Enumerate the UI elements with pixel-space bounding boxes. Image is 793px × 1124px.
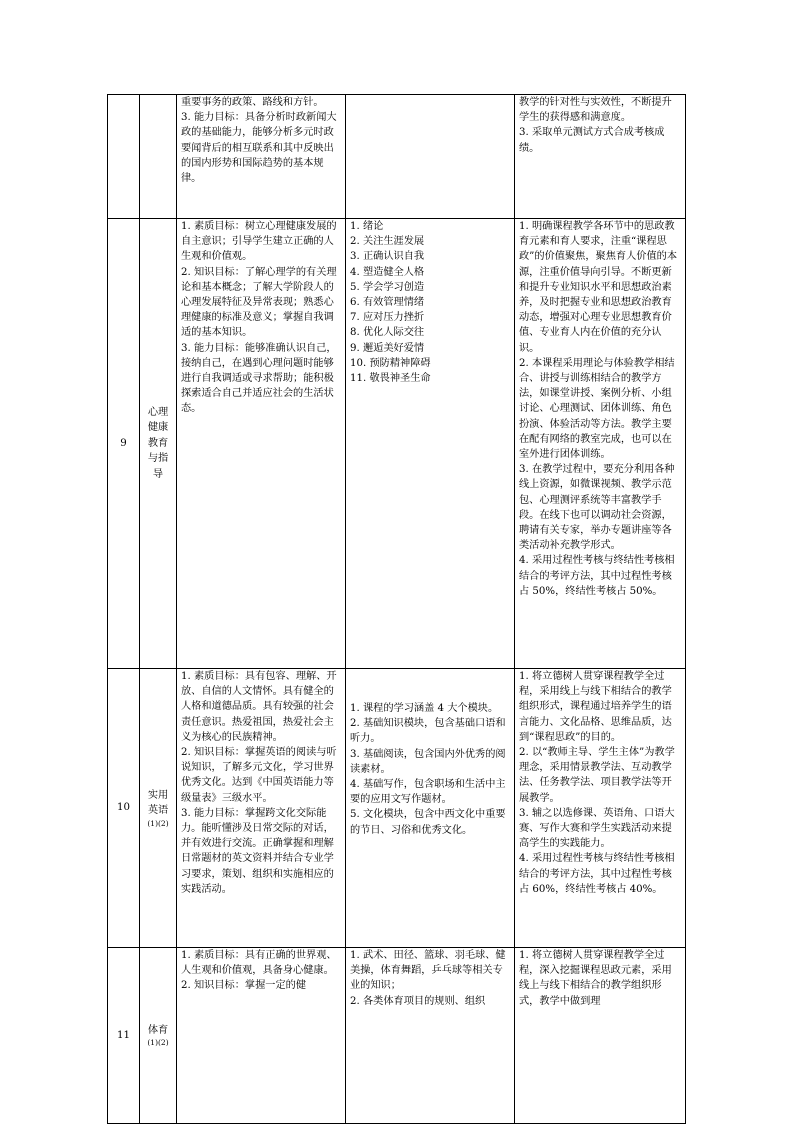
course-name: 实用英语 bbox=[147, 789, 169, 816]
requirement-item: 4. 采用过程性考核与终结性考核相结合的考评方法，其中过程性考核占 50%，终结性考核占 50%。 bbox=[519, 555, 675, 597]
content-item: 1. 绪论 bbox=[350, 221, 384, 232]
requirements-cell bbox=[515, 95, 686, 219]
requirement-item: 1. 明确课程教学各环节中的思政教育元素和育人要求，注重“课程思政”的价值聚焦，聚焦育人价值的本源，注重价值导向引导。不断更新和提升专业知识水平和思想政治素养，及时把握专业和思想政治教育动态，增强对心理专业思想教育价值、专业育人内在价值的充分认识。 bbox=[519, 221, 678, 354]
content-item: 11. 敬畏神圣生命 bbox=[350, 373, 431, 385]
requirement-item: 2. 本课程采用理论与体验教学相结合、讲授与训练相结合的教学方法，如课堂讲授、案例分析、小组讨论、心理测试、团体训练、角色扮演、体验活动等方法。教学主要在配有网络的教室完成，也可以在室外进行团体训练。 bbox=[519, 357, 675, 461]
content-cell bbox=[346, 219, 515, 669]
content-item: 2. 基础知识模块，包含基础口语和听力。 bbox=[350, 718, 506, 745]
requirement-item: 3. 采取单元测试方式合成考核成绩。 bbox=[519, 127, 665, 154]
content-cell bbox=[346, 669, 515, 948]
objectives-cell bbox=[177, 95, 346, 219]
content-item: 5. 文化模块，包含中西文化中重要的节日、习俗和优秀文化。 bbox=[350, 809, 506, 836]
course-name: 心理健康教育与指导 bbox=[147, 406, 169, 480]
requirement-item: 教学的针对性与实效性，不断提升学生的获得感和满意度。 bbox=[519, 97, 672, 124]
course-name: 体育 bbox=[147, 1024, 169, 1036]
requirement-item: 1. 将立德树人贯穿课程教学全过程，采用线上与线下相结合的教学组织形式，课程通过培养学生的语言能力、文化品格、思维品质，达到“课程思政”的目的。 bbox=[519, 671, 672, 743]
course-name-cell bbox=[140, 219, 177, 669]
requirements-cell bbox=[515, 669, 686, 948]
content-cell bbox=[346, 948, 515, 1124]
content-item: 6. 有效管理情绪 bbox=[350, 297, 425, 309]
requirement-item: 4. 采用过程性考核与终结性考核相结合的考评方法，其中过程性考核占 60%，终结性考核占 40%。 bbox=[519, 853, 675, 895]
objectives-cell bbox=[177, 219, 346, 669]
requirements-cell bbox=[515, 219, 686, 669]
course-name-cell bbox=[140, 669, 177, 948]
requirement-item: 3. 在教学过程中，要充分利用各种线上资源，如微课视频、教学示范包、心理测评系统等丰富教学手段。在线下也可以调动社会资源，聘请有关专家，举办专题讲座等各类活动补充教学形式。 bbox=[519, 464, 675, 552]
course-syllabus-table bbox=[107, 94, 686, 1124]
content-item: 4. 基础写作，包含职场和生活中主要的应用文写作题材。 bbox=[350, 779, 506, 806]
objective-item: 2. 知识目标：了解心理学的有关理论和基本概念；了解大学阶段人的心理发展特征及异常表现；熟悉心理健康的标准及意义；掌握自我调适的基本知识。 bbox=[181, 266, 337, 339]
content-item: 10. 预防精神障碍 bbox=[350, 357, 431, 369]
objective-item: 2. 知识目标：掌握一定的健 bbox=[181, 980, 307, 992]
course-row bbox=[108, 219, 686, 669]
course-name-cell bbox=[140, 95, 177, 219]
course-number-cell: 9 bbox=[108, 219, 140, 669]
objective-item: 2. 知识目标：掌握英语的阅读与听说知识，了解多元文化，学习世界优秀文化。达到《中国英语能力等级量表》三级水平。 bbox=[181, 747, 337, 804]
objectives-cell bbox=[177, 669, 346, 948]
course-row bbox=[108, 669, 686, 948]
objective-item: 3. 能力目标：具备分析时政新闻大政的基础能力，能够分析多元时政要闻背后的相互联系和其中反映出的国内形势和国际趋势的基本规律。 bbox=[181, 112, 337, 185]
course-row bbox=[108, 948, 686, 1124]
objectives-cell bbox=[177, 948, 346, 1124]
course-number-cell: 11 bbox=[108, 948, 140, 1124]
content-item: 8. 优化人际交往 bbox=[350, 327, 425, 339]
requirement-item: 3. 辅之以选修课、英语角、口语大赛、写作大赛和学生实践活动来提高学生的实践能力。 bbox=[519, 807, 675, 850]
objective-item: 1. 素质目标：具有包容、理解、开放、自信的人文情怀。具有健全的人格和道德品质。具有较强的社会责任意识。热爱祖国，热爱社会主义为核心的民族精神。 bbox=[181, 671, 337, 743]
content-cell bbox=[346, 95, 515, 219]
course-number-cell: 10 bbox=[108, 669, 140, 948]
course-name-suffix: (1)(2) bbox=[147, 1038, 169, 1048]
content-item: 2. 各类体育项目的规则、组织 bbox=[350, 995, 486, 1007]
content-item: 4. 塑造健全人格 bbox=[350, 266, 425, 278]
course-rows bbox=[108, 95, 686, 1124]
requirements-cell bbox=[515, 948, 686, 1124]
requirement-item: 2. 以“教师主导、学生主体”为教学理念，采用情景教学法、互动教学法、任务教学法、项目教学法等开展教学。 bbox=[519, 747, 675, 804]
course-name-suffix: (1)(2) bbox=[147, 818, 169, 828]
course-row bbox=[108, 95, 686, 219]
objective-item: 重要事务的政策、路线和方针。 bbox=[181, 97, 324, 108]
requirement-item: 1. 将立德树人贯穿课程教学全过程，深入挖掘课程思政元素，采用线上与线下相结合的教学组织形式，教学中做到理 bbox=[519, 950, 672, 1007]
course-number-cell bbox=[108, 95, 140, 219]
content-item: 9. 邂逅美好爱情 bbox=[350, 342, 425, 354]
content-item: 3. 正确认识自我 bbox=[350, 251, 425, 263]
course-name-cell bbox=[140, 948, 177, 1124]
content-item: 1. 武术、田径、篮球、羽毛球、健美操，体育舞蹈，乒乓球等相关专业的知识； bbox=[350, 950, 506, 992]
objective-item: 3. 能力目标：能够准确认识自己，接纳自己，在遇到心理问题时能够进行自我调适或寻求帮助；能积极探索适合自己并适应社会的生活状态。 bbox=[181, 342, 337, 415]
content-item: 3. 基础阅读，包含国内外优秀的阅读素材。 bbox=[350, 748, 506, 775]
content-item: 5. 学会学习创造 bbox=[350, 281, 425, 293]
content-item: 7. 应对压力挫折 bbox=[350, 312, 425, 324]
objective-item: 3. 能力目标：掌握跨文化交际能力。能听懂涉及日常交际的对话，并有效进行交流。正确掌握和理解日常题材的英文资料并结合专业学习要求，策划、组织和实施相应的实践活动。 bbox=[181, 807, 334, 895]
objective-item: 1. 素质目标：具有正确的世界观、人生观和价值观，具备身心健康。 bbox=[181, 950, 337, 977]
content-item: 1. 课程的学习涵盖 4 大个模块。 bbox=[350, 703, 499, 714]
content-item: 2. 关注生涯发展 bbox=[350, 236, 425, 248]
objective-item: 1. 素质目标：树立心理健康发展的自主意识；引导学生建立正确的人生观和价值观。 bbox=[181, 221, 337, 263]
